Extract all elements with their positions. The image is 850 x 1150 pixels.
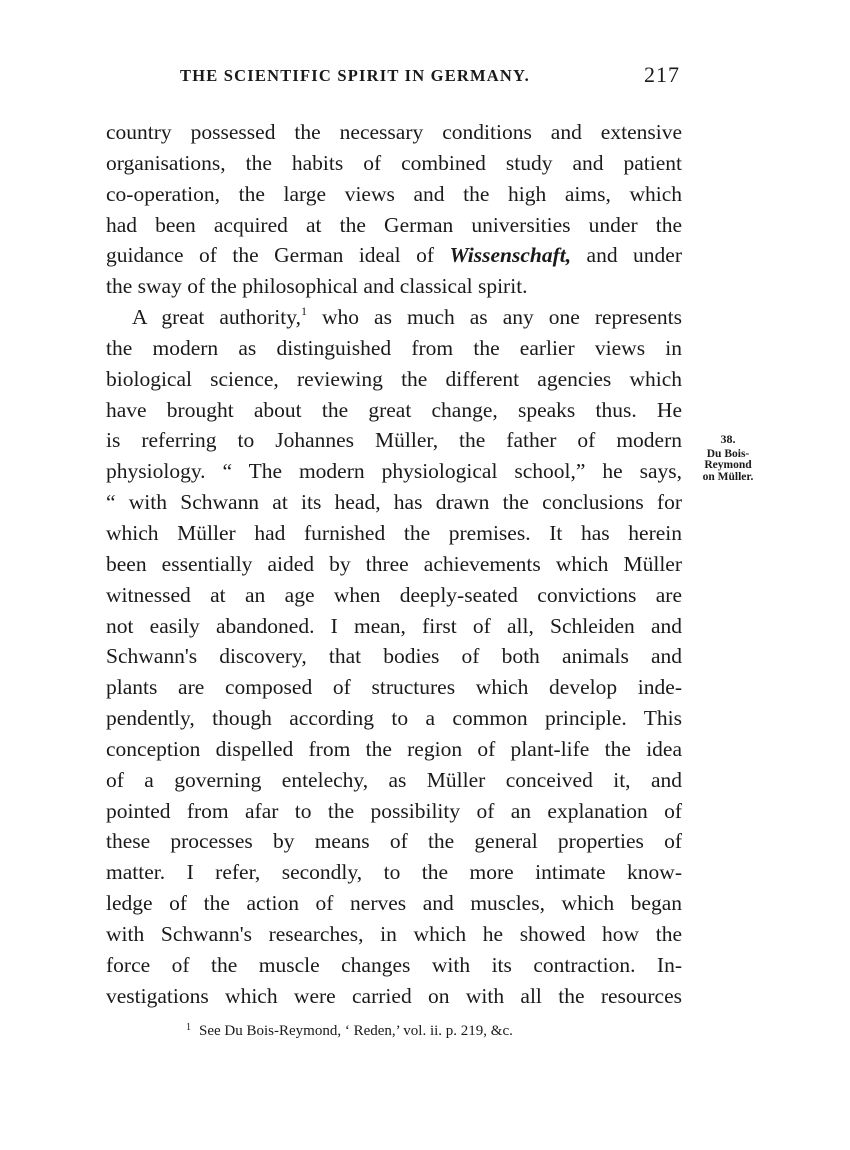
margin-note-line: Du Bois- bbox=[706, 447, 750, 460]
text-line: co-operation, the large views and the high aims, which bbox=[106, 181, 682, 206]
text-line: been essentially aided by three achievements which Müller bbox=[106, 551, 682, 576]
text-fragment: who as much as any one represents bbox=[306, 305, 682, 330]
text-line: the sway of the philosophical and classical spirit. bbox=[106, 274, 528, 299]
text-line: had been acquired at the German universities under the bbox=[106, 212, 682, 237]
text-line: organisations, the habits of combined study and patient bbox=[106, 150, 682, 175]
text-line: “ with Schwann at its head, has drawn the conclusions for bbox=[106, 490, 682, 515]
text-line: pendently, though according to a common principle. This bbox=[106, 706, 682, 731]
text-line: plants are composed of structures which develop inde- bbox=[106, 675, 682, 700]
page-header bbox=[180, 62, 680, 92]
text-line: conception dispelled from the region of plant-life the idea bbox=[106, 736, 682, 761]
text-line: with Schwann's researches, in which he showed how the bbox=[106, 921, 682, 946]
text-line: biological science, reviewing the different agencies which bbox=[106, 366, 682, 391]
text-line: these processes by means of the general properties of bbox=[106, 829, 682, 854]
footnote-reference: 1 bbox=[300, 304, 307, 319]
text-line: the modern as distinguished from the earlier views in bbox=[106, 335, 682, 360]
text-line: Schwann's discovery, that bodies of both animals and bbox=[106, 644, 682, 669]
text-line: of a governing entelechy, as Müller conceived it, and bbox=[106, 767, 682, 792]
text-fragment: A great authority, bbox=[132, 305, 301, 330]
text-fragment: guidance of the German ideal of bbox=[106, 243, 450, 268]
text-line: pointed from afar to the possibility of an explanation of bbox=[106, 798, 682, 823]
footnote-marker: 1 bbox=[186, 1022, 191, 1033]
text-line: witnessed at an age when deeply-seated convictions are bbox=[106, 582, 682, 607]
text-line: vestigations which were carried on with all the resources bbox=[106, 983, 682, 1008]
text-line: physiology. “ The modern physiological school,” he says, bbox=[106, 459, 682, 484]
text-line: which Müller had furnished the premises. It has herein bbox=[106, 520, 682, 545]
text-fragment: and under bbox=[571, 243, 682, 268]
text-line: matter. I refer, secondly, to the more intimate know- bbox=[106, 860, 682, 885]
text-line: force of the muscle changes with its contraction. In- bbox=[106, 952, 682, 977]
running-title: THE SCIENTIFIC SPIRIT IN GERMANY. bbox=[180, 66, 530, 85]
margin-note-line: on Müller. bbox=[702, 470, 754, 483]
margin-note-line: Reymond bbox=[704, 459, 752, 471]
margin-note-number: 38. bbox=[720, 432, 736, 446]
text-line bbox=[106, 302, 682, 333]
margin-note bbox=[688, 434, 768, 483]
text-line: is referring to Johannes Müller, the father of modern bbox=[106, 428, 682, 453]
text-line: ledge of the action of nerves and muscles, which began bbox=[106, 891, 682, 916]
text-line: have brought about the great change, speaks thus. He bbox=[106, 397, 682, 422]
italic-term: Wissenschaft, bbox=[449, 243, 572, 268]
footnote-text: See Du Bois-Reymond, ‘ Reden,’ vol. ii. p. 219, &c. bbox=[199, 1023, 513, 1039]
page-number: 217 bbox=[644, 62, 680, 87]
text-line: not easily abandoned. I mean, first of all, Schleiden and bbox=[106, 613, 682, 638]
body-text bbox=[106, 117, 682, 1011]
text-line: country possessed the necessary conditions and extensive bbox=[106, 120, 682, 144]
text-line bbox=[106, 240, 682, 271]
footnote bbox=[186, 1022, 513, 1040]
